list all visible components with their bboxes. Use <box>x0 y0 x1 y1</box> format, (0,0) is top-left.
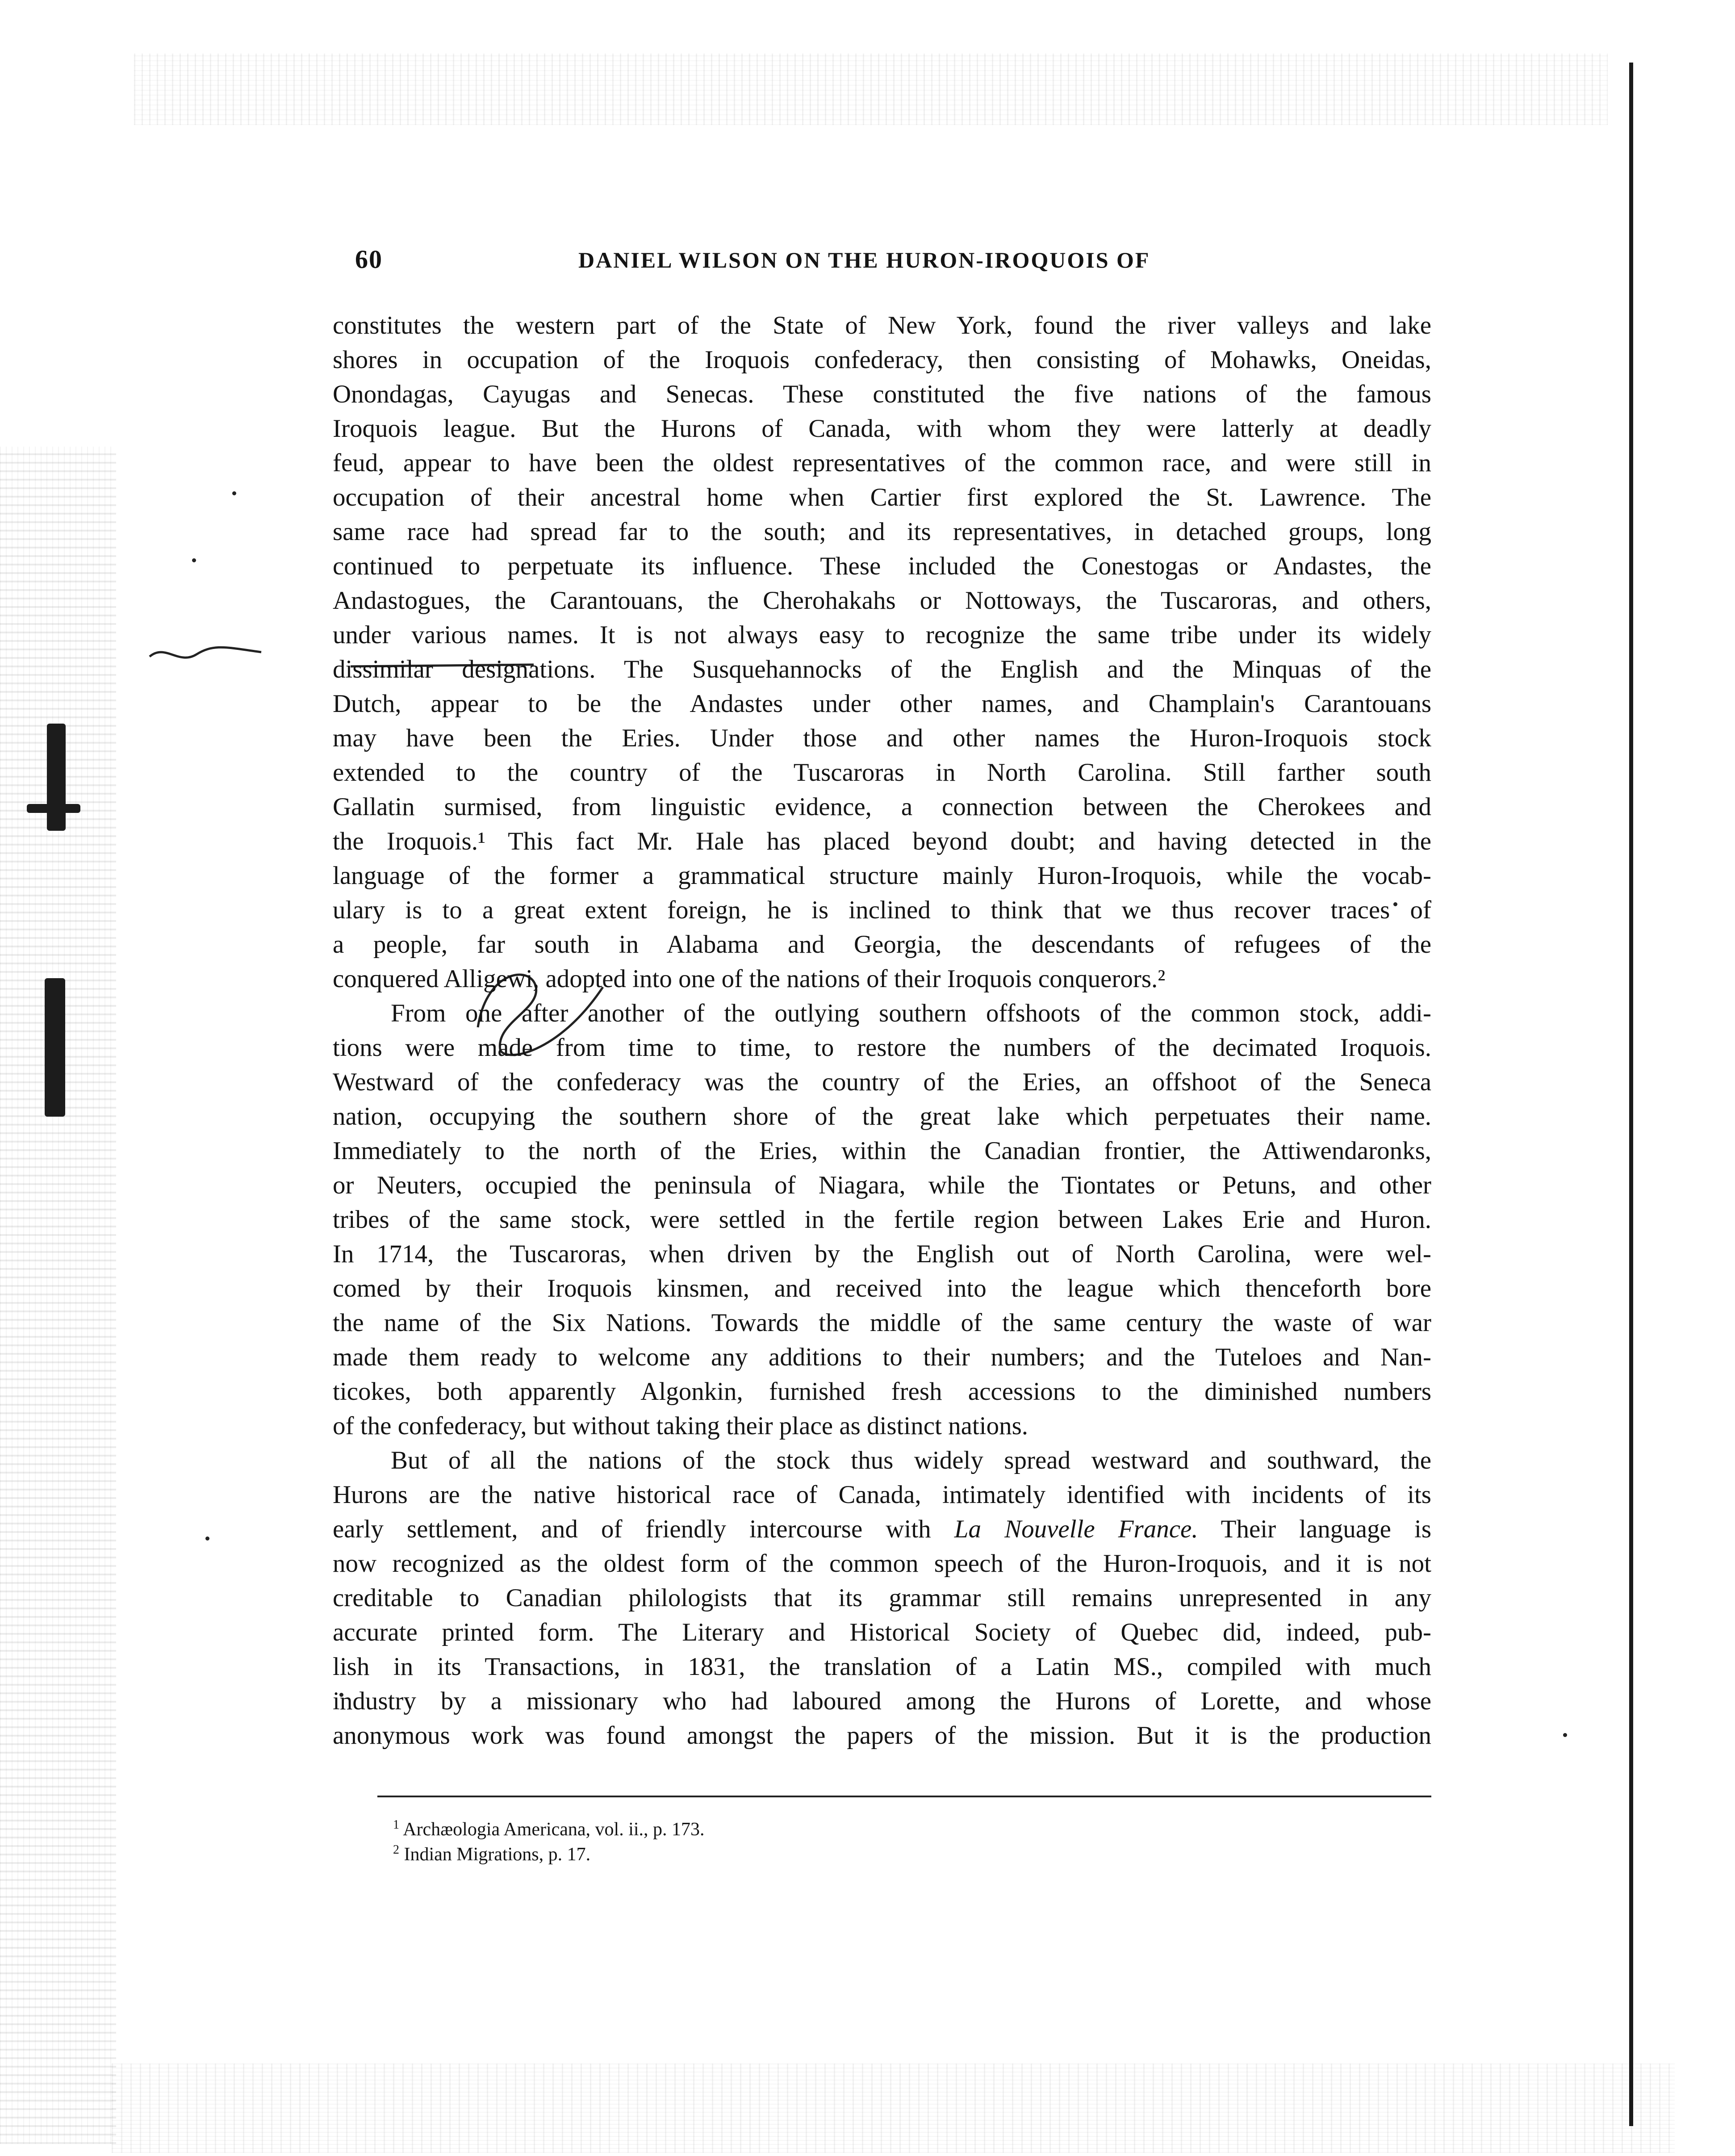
text-line: lish in its Transactions, in 1831, the translation of a Latin MS., compiled with much <box>333 1653 1431 1681</box>
text-line: made them ready to welcome any additions to their numbers; and the Tuteloes and Nan- <box>333 1343 1431 1371</box>
text-line: Dutch, appear to be the Andastes under other names, and Champlain's Carantouans <box>333 690 1431 718</box>
text-line: accurate printed form. The Literary and Historical Society of Quebec did, indeed, pub- <box>333 1618 1431 1646</box>
text-line: under various names. It is not always easy to recognize the same tribe under its widely <box>333 621 1431 649</box>
footnote-text: Indian Migrations, p. 17. <box>404 1844 591 1865</box>
italic-phrase: La Nouvelle France. <box>954 1515 1198 1543</box>
text-line: shores in occupation of the Iroquois confederacy, then consisting of Mohawks, Oneidas, <box>333 346 1431 374</box>
scan-speck <box>232 491 236 495</box>
text-line: In 1714, the Tuscaroras, when driven by the English out of North Carolina, were wel- <box>333 1240 1431 1268</box>
text-line: ulary is to a great extent foreign, he is inclined to think that we thus recover traces of <box>333 896 1431 924</box>
text-line: But of all the nations of the stock thus widely spread westward and southward, the <box>391 1446 1431 1474</box>
text-line: Hurons are the native historical race of Canada, intimately identified with incidents of its <box>333 1481 1431 1509</box>
text-line: extended to the country of the Tuscaroras in North Carolina. Still farther south <box>333 758 1431 787</box>
text-line: continued to perpetuate its influence. These included the Conestogas or Andastes, the <box>333 552 1431 580</box>
text-line: Immediately to the north of the Eries, within the Canadian frontier, the Attiwendaronks, <box>333 1137 1431 1165</box>
text-line: ticokes, both apparently Algonkin, furnished fresh accessions to the diminished numbers <box>333 1377 1431 1406</box>
running-head: DANIEL WILSON ON THE HURON-IROQUOIS OF <box>578 247 1150 272</box>
text-line: industry by a missionary who had laboured among the Hurons of Lorette, and whose <box>333 1687 1431 1715</box>
text-line <box>333 1512 1431 1546</box>
footnotes <box>393 1813 1286 1863</box>
text-line: language of the former a grammatical structure mainly Huron-Iroquois, while the vocab- <box>333 862 1431 890</box>
text-line: occupation of their ancestral home when Cartier first explored the St. Lawrence. The <box>333 483 1431 511</box>
text-line: now recognized as the oldest form of the common speech of the Huron-Iroquois, and it is not <box>333 1549 1431 1578</box>
text-line: the Iroquois.¹ This fact Mr. Hale has placed beyond doubt; and having detected in the <box>333 827 1431 855</box>
scan-speck <box>1563 1733 1567 1737</box>
text-line: Westward of the confederacy was the country of the Eries, an offshoot of the Seneca <box>333 1068 1431 1096</box>
text-line: Gallatin surmised, from linguistic evidence, a connection between the Cherokees and <box>333 793 1431 821</box>
text-line: tions were made from time to time, to restore the numbers of the decimated Iroquois. <box>333 1034 1431 1062</box>
page-number: 60 <box>355 245 383 274</box>
scan-noise-top <box>134 54 1608 125</box>
text-line: comed by their Iroquois kinsmen, and received into the league which thenceforth bore <box>333 1274 1431 1302</box>
footnote-marker: 1 <box>393 1818 399 1832</box>
text-line: same race had spread far to the south; and its representatives, in detached groups, long <box>333 518 1431 546</box>
handwritten-squiggle <box>147 639 263 670</box>
text-line: dissimilar designations. The Susquehannocks of the English and the Minquas of the <box>333 655 1431 683</box>
text-line: tribes of the same stock, were settled in the fertile region between Lakes Erie and Huron. <box>333 1206 1431 1234</box>
text-line: the name of the Six Nations. Towards the middle of the same century the waste of war <box>333 1309 1431 1337</box>
scan-mark <box>27 804 80 813</box>
text-segment: Their language is <box>1221 1515 1431 1543</box>
footnote-marker: 2 <box>393 1843 399 1857</box>
text-line: nation, occupying the southern shore of the great lake which perpetuates their name. <box>333 1102 1431 1130</box>
footnote <box>393 1813 1286 1838</box>
footnote-divider <box>377 1796 1431 1797</box>
text-line: may have been the Eries. Under those and other names the Huron-Iroquois stock <box>333 724 1431 752</box>
scan-mark <box>47 724 66 831</box>
text-line: Iroquois league. But the Hurons of Canada, with whom they were latterly at deadly <box>333 414 1431 443</box>
footnote-text: Archæologia Americana, vol. ii., p. 173. <box>403 1819 705 1840</box>
text-line: anonymous work was found amongst the papers of the mission. But it is the production <box>333 1721 1431 1750</box>
text-line: a people, far south in Alabama and Georgia, the descendants of refugees of the <box>333 930 1431 959</box>
text-line: conquered Alligewi, adopted into one of the nations of their Iroquois conquerors.² <box>333 965 1166 993</box>
scan-speck <box>192 558 196 562</box>
body-text <box>333 308 1431 1753</box>
text-segment: early settlement, and of friendly intercourse with <box>333 1515 931 1543</box>
scan-speck <box>205 1536 209 1541</box>
footnote <box>393 1838 1286 1863</box>
text-line: Onondagas, Cayugas and Senecas. These constituted the five nations of the famous <box>333 380 1431 408</box>
scan-noise-bottom <box>112 2064 1675 2153</box>
text-line: creditable to Canadian philologists that its grammar still remains unrepresented in any <box>333 1584 1431 1612</box>
binding-edge-line <box>1629 63 1633 2126</box>
page-header <box>342 243 1440 284</box>
text-line: of the confederacy, but without taking their place as distinct nations. <box>333 1412 1028 1440</box>
text-line: Andastogues, the Carantouans, the Cherohakahs or Nottoways, the Tuscaroras, and others, <box>333 586 1431 615</box>
text-line: feud, appear to have been the oldest representatives of the common race, and were still in <box>333 449 1431 477</box>
text-line: or Neuters, occupied the peninsula of Niagara, while the Tiontates or Petuns, and other <box>333 1171 1431 1199</box>
scan-mark <box>45 978 65 1117</box>
text-line: From one after another of the outlying southern offshoots of the common stock, addi- <box>391 999 1431 1027</box>
scan-noise-left <box>0 447 116 2144</box>
text-line: constitutes the western part of the State of New York, found the river valleys and lake <box>333 311 1431 339</box>
